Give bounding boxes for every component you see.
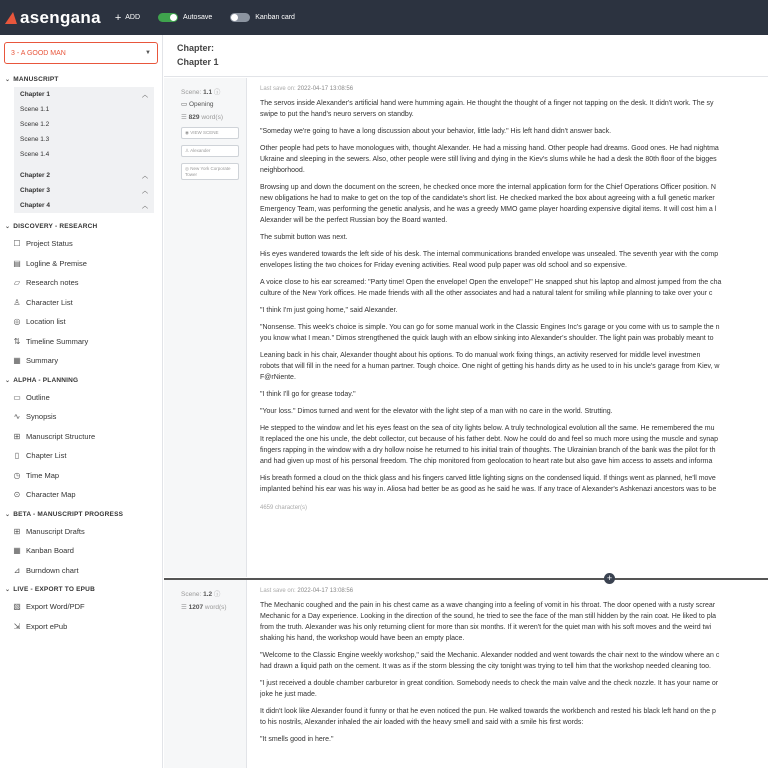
info-icon: ⓘ: [213, 591, 221, 598]
nav-burndown-chart[interactable]: [0, 561, 162, 581]
nav-logline-premise[interactable]: [0, 254, 162, 274]
app-logo[interactable]: [6, 8, 101, 28]
chevron-up-icon[interactable]: ︿: [141, 189, 148, 195]
summary-icon: ▦: [13, 356, 21, 366]
nav-export-word-pdf[interactable]: [0, 597, 162, 617]
section-title: MANUSCRIPT: [13, 76, 59, 83]
paragraph: "Your loss." Dimos turned and went for the elevator with the light step of a man with no care in the world. Strutting.: [260, 408, 613, 415]
paragraph: Other people had pets to have monologues with, thought Alexander. He had a missing hand. Other people had dreams. Good ones. He had nightma Ukraine and sleeping in the sewers. Also, other people were still living and dying in the Kiev's slums while he had a desk the 80th floor of the bigges neighborhood.: [260, 145, 719, 174]
paragraph: The servos inside Alexander's artificial hand were humming again. He thought the thought of a finger not tapping on the desk. It didn't work. The sy swipe to put the hand's neuro servers on standby.: [260, 100, 714, 118]
synopsis-icon: ∿: [13, 412, 21, 422]
eye-icon: ◉: [185, 130, 189, 135]
tree-scene[interactable]: [14, 117, 154, 132]
paragraph: Leaning back in his chair, Alexander thought about his options. To do manual work fixing things, an activity reserved for middle level investmen robots that will fill in the need for a human partner. Tough choice. One night of getting his hands dirty as he used to in his uncle's garage from Kiev, w F@rNiente.: [260, 352, 720, 381]
structure-icon: ⊞: [13, 431, 21, 441]
nav-research-notes[interactable]: [0, 273, 162, 293]
chevron-up-icon[interactable]: ︿: [141, 93, 148, 99]
autosave-toggle[interactable]: [158, 13, 178, 22]
section-discovery[interactable]: [0, 217, 162, 234]
status-icon: ☐: [13, 239, 21, 249]
nav-label: Project Status: [26, 239, 73, 249]
scene-label: Scene 1.4: [20, 151, 50, 158]
main-editor: [164, 35, 768, 768]
section-alpha[interactable]: [0, 371, 162, 388]
paragraph: "I think I'll go for grease today.": [260, 391, 356, 398]
nav-export-epub[interactable]: [0, 617, 162, 637]
sidebar: [0, 35, 163, 768]
nav-character-list[interactable]: [0, 293, 162, 313]
bookmark-icon: ▭: [181, 101, 188, 108]
bookmark-icon: ▯: [14, 451, 20, 461]
nav-manuscript-structure[interactable]: [0, 427, 162, 447]
paragraph: A voice close to his ear screamed: "Party time! Open the envelope! Open the envelope!" He snapped shut his laptop and almost jumped from the cha culture of the New York offices. He made friends with all the other associates and had a natural talent for smiling while planning to take over your c: [260, 279, 722, 297]
nav-label: Manuscript Structure: [26, 431, 96, 441]
nav-label: Research notes: [26, 278, 79, 288]
nav-label: Synopsis: [26, 412, 57, 422]
nav-manuscript-drafts[interactable]: [0, 522, 162, 542]
project-select[interactable]: [4, 42, 158, 64]
nav-time-map[interactable]: [0, 466, 162, 486]
character-tag[interactable]: ♙ Alexander: [181, 145, 239, 157]
paragraph: The Mechanic coughed and the pain in his chest came as a wave changing into a feeling of vomit in his throat. The door opened with a rusty screar Mechanic for a Day experience. Looking in the direction of the sound, he tried to see the face of the man still hidden by the rain coat. He liked to pla from the truth. Alexander was his only returning client for more than six months. If it weren't for the quiet man with his soft moves and the weird twi shaking his hand, the workshop would have been an empty place.: [260, 602, 717, 642]
nav-label: Logline & Premise: [26, 258, 87, 268]
nav-label: Summary: [26, 356, 59, 366]
paragraph: "Nonsense. This week's choice is simple. You can go for some manual work in the Classic Engines Inc's garage or you come with us to sample the n you know what I mean." Dimos strengthened the quick laugh with an elbow sinking into Alexander's shoulder. The light pain was probably meant to: [260, 324, 720, 342]
section-beta[interactable]: [0, 505, 162, 522]
paragraph: "It smells good in here.": [260, 736, 334, 743]
export-pdf-icon: ▧: [13, 602, 21, 612]
nav-label: Character List: [26, 297, 73, 307]
nav-character-map[interactable]: [0, 485, 162, 505]
nav-label: Outline: [26, 392, 50, 402]
location-icon: ◎: [185, 166, 189, 171]
info-icon: ⓘ: [213, 89, 221, 96]
scene-text-editor[interactable]: [260, 580, 768, 745]
scene-text-editor[interactable]: [260, 78, 768, 511]
paragraph: The submit button was next.: [260, 234, 348, 241]
tree-chapter-4[interactable]: [14, 198, 154, 213]
notes-icon: ▱: [13, 278, 21, 288]
scene-label: Scene 1.2: [20, 121, 50, 128]
scene-status[interactable]: ▭ Opening: [181, 101, 214, 108]
nav-label: Export Word/PDF: [26, 602, 85, 612]
nav-label: Burndown chart: [26, 565, 79, 575]
section-title: LIVE - EXPORT TO EPUB: [13, 586, 95, 593]
scene-block-2: [164, 580, 768, 768]
plus-icon: +: [114, 11, 122, 24]
location-icon: ◎: [13, 317, 21, 327]
paragraph: He stepped to the window and let his eyes feast on the sea of city lights below. A truly technological evolution all the same. He remembered the mu It replaced the one his uncle, the debt collector, cut because of his father debt. Now he could do and feel so much more using the muscle and synap fingers rapping in the window with a dry hollow noise he returned to his initial train of thoughts. The Ukrainian branch of the bank was the pilot for th and had given up most of his personal freedom. The chip monitored from geolocation to heart rate but also gave him access to assets and informa: [260, 425, 719, 465]
nav-synopsis[interactable]: [0, 407, 162, 427]
clock-icon: ◷: [13, 470, 21, 480]
chart-icon: ⊿: [13, 565, 21, 575]
caret-down-icon: ▼: [145, 50, 151, 56]
scene-meta: [164, 78, 247, 577]
word-count: ☰ 829 word(s): [181, 114, 223, 121]
person-map-icon: ⊙: [13, 490, 21, 500]
nav-label: Location list: [26, 317, 66, 327]
nav-label: Kanban Board: [26, 546, 74, 556]
chevron-up-icon[interactable]: ︿: [141, 204, 148, 210]
drafts-icon: ⊞: [13, 526, 21, 536]
paragraph: "Welcome to the Classic Engine weekly workshop," said the Mechanic. Alexander nodded and went towards the chair next to the window where an c had drawn a liquid path on the cement. It was as if the storm blessing the city tonight was trying to tell him that the workshop needed cleaning too.: [260, 652, 720, 670]
add-scene-button[interactable]: +: [604, 573, 615, 584]
logline-icon: ▤: [13, 258, 21, 268]
project-select-value: 3 - A GOOD MAN: [11, 49, 66, 57]
character-count: 4659 character(s): [260, 505, 308, 511]
add-button-label: ADD: [125, 14, 141, 21]
paragraph: "I just received a double chamber carburetor in great condition. Somebody needs to check the main valve and the check nozzle. It has your name or joke he just made.: [260, 680, 719, 698]
chapter-label: Chapter 2: [20, 172, 50, 179]
logo-text: asengana: [20, 7, 101, 27]
paragraph: Browsing up and down the document on the screen, he checked once more the internal application form for the Chief Operations Officer position. N new obligations he had to make to get on the top of the candidate's short list. He checked marked the box about agreeing with a full genetic marker Emergency Team, was performing the genetic analysis, and he was a greedy MMO game player hoarding expensive digital items. It will cost him a l Alexander will be the perfect Russian boy the Board wanted.: [260, 184, 717, 224]
paragraph: His eyes wandered towards the left side of his desk. The internal communications branded envelope was unsealed. The seventh year with the comp envelopes listing the two choices for Friday evening activities. Real wood pulp paper was old school and so expensive.: [260, 251, 719, 269]
scene-label: Scene 1.3: [20, 136, 50, 143]
autosave-label: Autosave: [183, 14, 213, 21]
scene-number: Scene: 1.2 ⓘ: [181, 591, 221, 598]
nav-summary[interactable]: [0, 351, 162, 371]
nav-label: Character Map: [26, 490, 76, 500]
chevron-down-icon: ⌄: [5, 224, 11, 230]
section-title: DISCOVERY - RESEARCH: [13, 223, 98, 230]
person-icon: ♙: [13, 297, 21, 307]
nav-kanban-board[interactable]: [0, 541, 162, 561]
timeline-icon: ⇅: [13, 336, 21, 346]
chevron-down-icon: ⌄: [5, 587, 11, 593]
section-title: ALPHA - PLANNING: [13, 376, 79, 384]
paragraph: His breath formed a cloud on the thick glass and his fingers carved little lighting signs on the condensed liquid. If things went as planned, he'll move implanted behind his ear was his way in. Aliosa had better be as good as he said he was. If any trace of Alexander's Ashkenazi ancestors was to be: [260, 475, 717, 493]
kanban-card-label: Kanban card: [255, 14, 295, 21]
chapter-label: Chapter 1: [20, 91, 50, 98]
chevron-down-icon: ⌄: [5, 377, 11, 384]
tree-scene[interactable]: [14, 147, 154, 162]
chevron-up-icon[interactable]: ︿: [141, 174, 148, 180]
outline-icon: ▭: [13, 392, 21, 402]
top-bar: [0, 0, 768, 35]
scene-label: Scene 1.1: [20, 106, 50, 113]
nav-outline[interactable]: [0, 388, 162, 408]
nav-label: Chapter List: [26, 451, 67, 461]
section-title: BETA - MANUSCRIPT PROGRESS: [13, 510, 124, 518]
nav-chapter-list[interactable]: [0, 446, 162, 466]
tree-scene[interactable]: [14, 132, 154, 147]
list-icon: ☰: [181, 114, 187, 121]
scene-block-1: [164, 78, 768, 577]
nav-label: Time Map: [26, 470, 60, 480]
export-epub-icon: ⇲: [13, 621, 21, 631]
add-button[interactable]: [115, 12, 140, 24]
chapter-title[interactable]: Chapter 1: [177, 57, 219, 67]
kanban-card-toggle[interactable]: [230, 13, 250, 22]
nav-label: Timeline Summary: [26, 336, 89, 346]
kanban-icon: ▦: [13, 546, 21, 556]
paragraph: It didn't look like Alexander found it funny or that he even noticed the pun. He walked towards the workbench and rested his black left hand on the p to his nostrils, Alexander inhaled the air loaded with the heavy smell and said with a smile his first words:: [260, 708, 716, 726]
chapter-label: Chapter:: [177, 43, 215, 53]
scene-number: Scene: 1.1 ⓘ: [181, 89, 221, 96]
section-live[interactable]: [0, 580, 162, 597]
chevron-down-icon: ⌄: [5, 511, 11, 518]
paragraph: "I think I'm just going home," said Alexander.: [260, 307, 398, 314]
last-save: Last save on: 2022-04-17 13:08:56: [260, 588, 354, 594]
word-count: ☰ 1207 word(s): [181, 604, 227, 611]
kanban-card-control: [230, 13, 295, 22]
location-tag[interactable]: ◎ New York Corporate Tower: [181, 163, 239, 180]
nav-project-status[interactable]: [0, 234, 162, 254]
last-save: Last save on: 2022-04-17 13:08:56: [260, 86, 354, 92]
person-icon: ♙: [185, 148, 190, 153]
chapter-label: Chapter 4: [20, 202, 50, 209]
view-scene-button[interactable]: ◉ VIEW SCENE: [181, 127, 239, 139]
section-manuscript[interactable]: [0, 70, 162, 87]
chevron-down-icon: ⌄: [5, 77, 11, 83]
toggle-knob: [170, 14, 177, 21]
chapter-tree: [14, 87, 154, 213]
toggle-knob: [231, 14, 238, 21]
autosave-control: [158, 13, 212, 22]
logo-mark-icon: [5, 12, 19, 24]
tree-chapter-1[interactable]: [14, 87, 154, 102]
list-icon: ☰: [181, 604, 187, 611]
tree-scene[interactable]: [14, 102, 154, 117]
nav-timeline-summary[interactable]: [0, 332, 162, 352]
nav-location-list[interactable]: [0, 312, 162, 332]
tree-chapter-2[interactable]: [14, 168, 154, 183]
paragraph: "Someday we're going to have a long discussion about your behavior, little lady." His left hand didn't answer back.: [260, 128, 612, 135]
chapter-label: Chapter 3: [20, 187, 50, 194]
nav-label: Manuscript Drafts: [26, 526, 85, 536]
tree-chapter-3[interactable]: [14, 183, 154, 198]
nav-label: Export ePub: [26, 621, 68, 631]
scene-meta: [164, 580, 247, 768]
chapter-header: [164, 35, 768, 77]
